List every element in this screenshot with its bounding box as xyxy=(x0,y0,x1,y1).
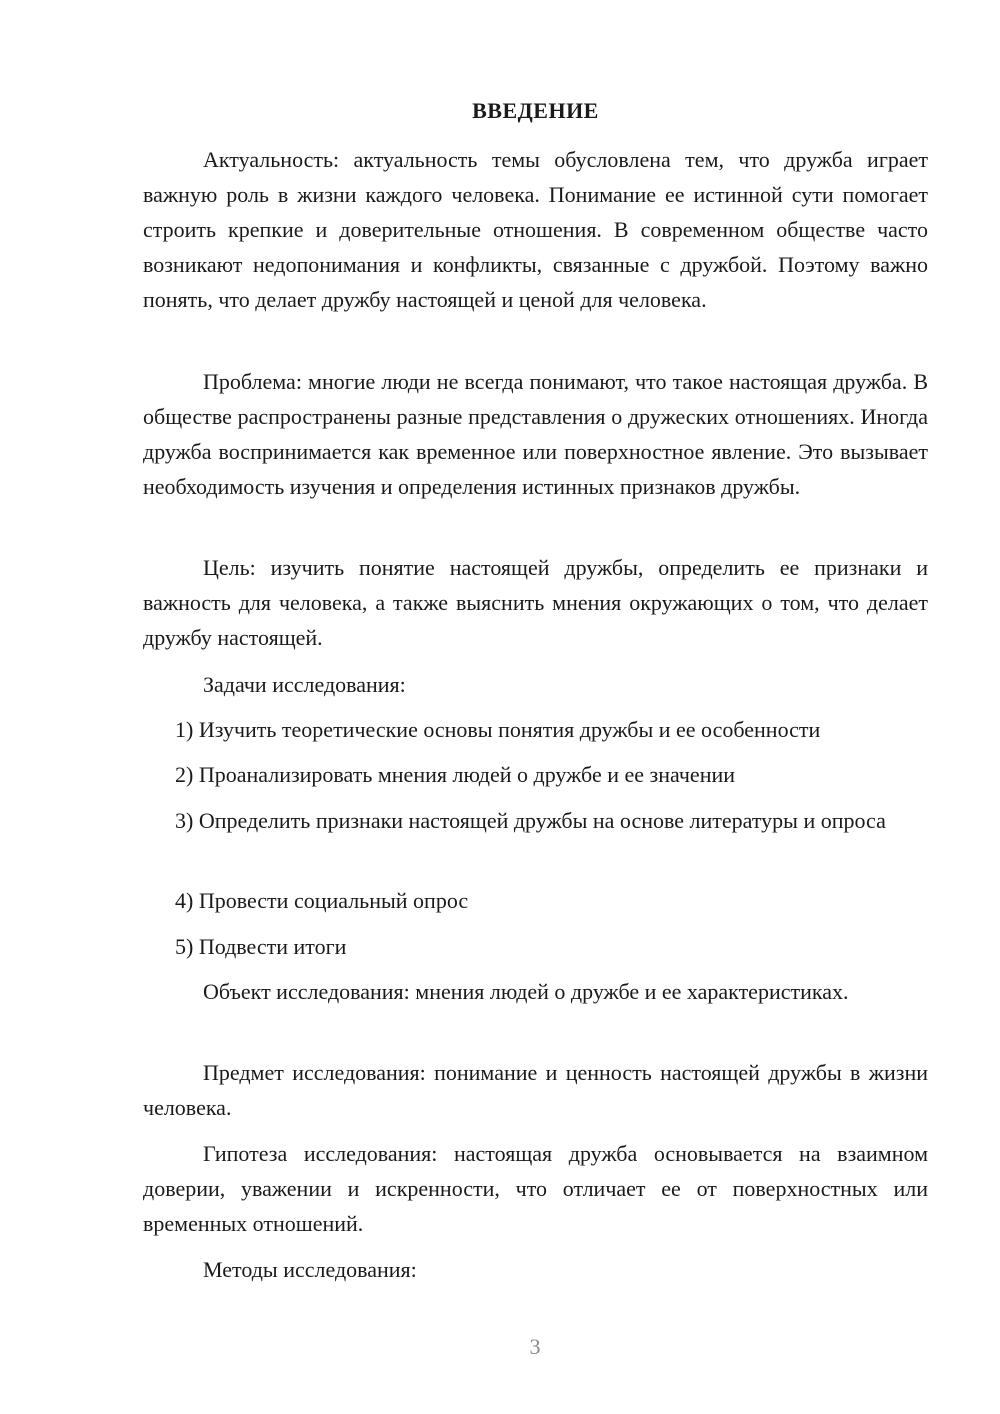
paragraph-object: Объект исследования: мнения людей о дружбе и ее характеристиках. xyxy=(203,979,849,1004)
page-number: 3 xyxy=(529,1334,541,1359)
task-item-3: 3) Определить признаки настоящей дружбы на основе литературы и опроса xyxy=(175,808,886,833)
task-item-1: 1) Изучить теоретические основы понятия дружбы и ее особенности xyxy=(175,717,821,742)
methods-heading: Методы исследования: xyxy=(203,1257,417,1282)
tasks-heading: Задачи исследования: xyxy=(203,672,406,697)
page-title: ВВЕДЕНИЕ xyxy=(472,98,599,123)
paragraph-goal: Цель: изучить понятие настоящей дружбы, определить ее признаки и важность для человека, а также выяснить мнения окружающих о том, что делает дружбу настоящей. xyxy=(143,555,928,650)
task-item-4: 4) Провести социальный опрос xyxy=(175,888,469,913)
task-item-5: 5) Подвести итоги xyxy=(175,934,347,959)
paragraph-relevance: Актуальность: актуальность темы обусловлена тем, что дружба играет важную роль в жизни каждого человека. Понимание ее истинной сути помогает строить крепкие и доверительные отношения. В современном обществе часто возникают недопонимания и конфликты, связанные с дружбой. Поэтому важно понять, что делает дружбу настоящей и ценой для человека. xyxy=(143,147,928,312)
paragraph-hypothesis: Гипотеза исследования: настоящая дружба основывается на взаимном доверии, уважении и искренности, что отличает ее от поверхностных или временных отношений. xyxy=(143,1141,928,1236)
task-item-2: 2) Проанализировать мнения людей о дружбе и ее значении xyxy=(175,762,736,787)
paragraph-subject: Предмет исследования: понимание и ценность настоящей дружбы в жизни человека. xyxy=(143,1060,928,1120)
paragraph-problem: Проблема: многие люди не всегда понимают, что такое настоящая дружба. В обществе распространены разные представления о дружеских отношениях. Иногда дружба воспринимается как временное или поверхностное явление. Это вызывает необходимость изучения и определения истинных признаков дружбы. xyxy=(143,369,928,499)
